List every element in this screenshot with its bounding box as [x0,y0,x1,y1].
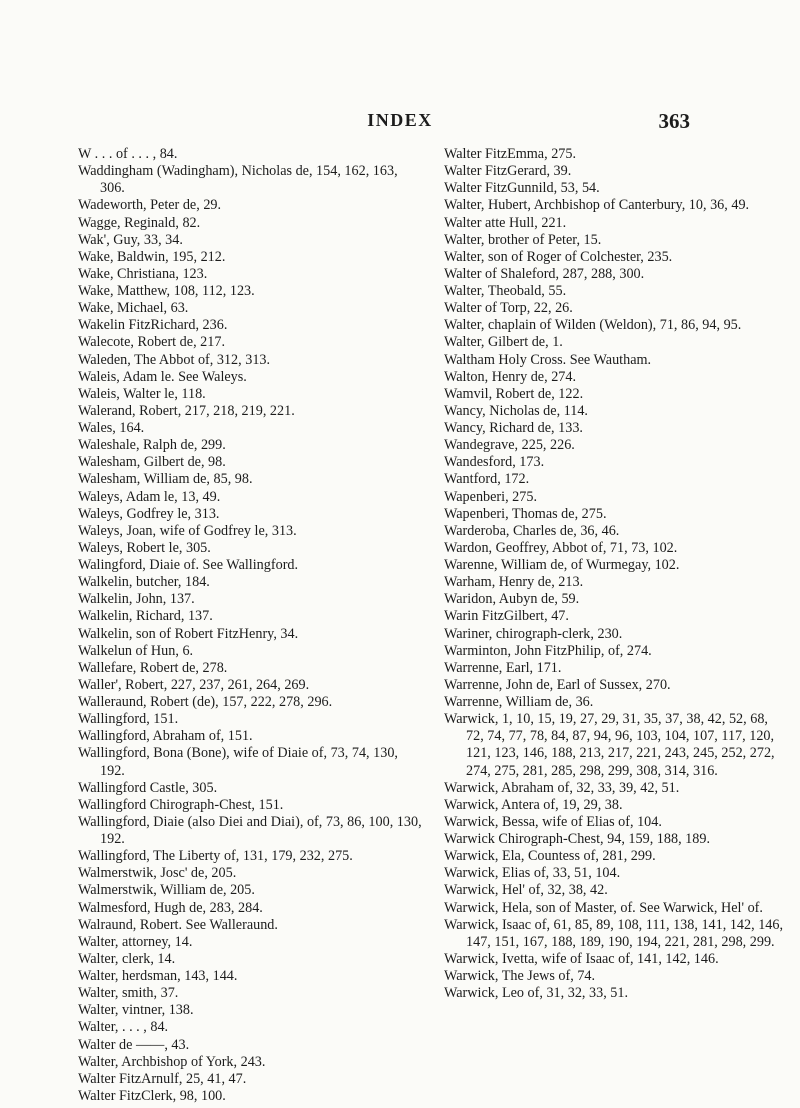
index-entry: Walter of Torp, 22, 26. [444,300,573,317]
index-entry: Wales, 164. [78,420,145,436]
index-entry: Walter, chaplain of Wilden (Weldon), 71, 86, 94, 95. [444,317,742,334]
index-entry: Walter atte Hull, 221. [444,214,567,231]
index-entry: Walter, brother of Peter, 15. [444,231,602,248]
index-entry: Warrenne, John de, Earl of Sussex, 270. [444,676,671,693]
index-entry: Waleshale, Ralph de, 299. [78,437,226,454]
index-entry: Walkelin, Richard, 137. [78,608,213,625]
index-entry: Wallingford Chirograph-Chest, 151. [78,796,284,813]
index-entry: Warwick, Hela, son of Master, of. See Warwick, Hel' of. [444,899,763,916]
index-entry: Walingford, Diaie of. See Wallingford. [78,557,299,573]
index-entry: Wadeworth, Peter de, 29. [78,197,222,214]
index-entry: Warrenne, Earl, 171. [444,659,562,676]
index-entry: Walkelin, son of Robert FitzHenry, 34. [78,625,299,642]
index-entry: Wagge, Reginald, 82. [78,214,201,231]
index-entry: Walter, clerk, 14. [78,950,176,967]
index-entry: Warenne, William de, of Wurmegay, 102. [444,557,680,573]
index-entry: Walter of Shaleford, 287, 288, 300. [444,265,645,282]
index-entry: Walter, vintner, 138. [78,1002,194,1019]
index-entry: Warwick, Ela, Countess of, 281, 299. [444,848,656,865]
page-title: INDEX [367,110,433,130]
index-entry: Walter FitzGunnild, 53, 54. [444,180,600,197]
index-entry: Warwick, Hel' of, 32, 38, 42. [444,882,608,899]
index-entry: Wardon, Geoffrey, Abbot of, 71, 73, 102. [444,539,678,556]
index-entry: Wallingford, Bona (Bone), wife of Diaie of, 73, 74, 130, 192. [78,745,398,779]
index-entry: Walesham, William de, 85, 98. [78,471,253,488]
index-entry: W . . . of . . . , 84. [78,146,178,162]
index-entry: Warwick, Ivetta, wife of Isaac of, 141, 142, 146. [444,950,719,967]
index-entry: Waller', Robert, 227, 237, 261, 264, 269. [78,676,310,693]
index-entry: Warrenne, William de, 36. [444,694,594,710]
index-column-right [444,146,789,1002]
index-entry: Warwick, Leo of, 31, 32, 33, 51. [444,985,629,1002]
index-entry: Waleden, The Abbot of, 312, 313. [78,351,271,368]
index-entry: Walleraund, Robert (de), 157, 222, 278, 296. [78,694,333,710]
index-entry: Waleys, Joan, wife of Godfrey le, 313. [78,522,297,539]
index-entry: Wallefare, Robert de, 278. [78,659,228,676]
index-entry: Wapenberi, Thomas de, 275. [444,505,607,522]
index-entry: Walkelin, butcher, 184. [78,574,210,591]
index-entry: Wallingford, Abraham of, 151. [78,728,253,745]
index-entry: Wandesford, 173. [444,454,545,471]
index-entry: Walesham, Gilbert de, 98. [78,454,226,471]
index-entry: Wapenberi, 275. [444,488,538,505]
index-entry: Warwick, 1, 10, 15, 19, 27, 29, 31, 35, 37, 38, 42, 52, 68, 72, 74, 77, 78, 84, 87, 94, 96, 103, 104, 107, 117, 120, 121, 123, 146, 188, 213, 217, 221, 243, 245, 252, 272, 274, 275, 281, 285, 298, 299, 308, 314, 316. [444,711,775,779]
index-entry: Wamvil, Robert de, 122. [444,385,584,402]
index-entry: Walraund, Robert. See Walleraund. [78,916,278,933]
index-entry: Wallingford, 151. [78,711,179,728]
index-entry: Wake, Baldwin, 195, 212. [78,248,226,265]
index-entry: Warwick Chirograph-Chest, 94, 159, 188, 189. [444,831,711,847]
index-entry: Walmerstwik, Josc' de, 205. [78,865,237,882]
index-entry: Waltham Holy Cross. See Wautham. [444,351,652,368]
index-entry: Walter, Archbishop of York, 243. [78,1053,266,1070]
index-entry: Wakelin FitzRichard, 236. [78,317,228,334]
index-entry: Warderoba, Charles de, 36, 46. [444,522,620,539]
page-header [0,110,800,136]
index-entry: Wantford, 172. [444,471,530,488]
index-entry: Walter, Hubert, Archbishop of Canterbury, 10, 36, 49. [444,197,750,214]
index-entry: Walter, Gilbert de, 1. [444,334,563,351]
index-entry: Waddingham (Wadingham), Nicholas de, 154, 162, 163, 306. [78,163,398,197]
index-entry: Wake, Christiana, 123. [78,265,208,282]
index-entry: Walter FitzGerard, 39. [444,163,572,180]
index-entry: Warwick, Antera of, 19, 29, 38. [444,796,623,813]
index-entry: Waleis, Walter le, 118. [78,385,206,402]
index-entry: Wariner, chirograph-clerk, 230. [444,625,623,642]
index-entry: Wake, Michael, 63. [78,300,189,317]
index-entry: Wallingford, Diaie (also Diei and Diai), of, 73, 86, 100, 130, 192. [78,813,422,847]
index-entry: Walkelin, John, 137. [78,591,195,608]
index-entry: Walmesford, Hugh de, 283, 284. [78,899,263,916]
index-entry: Warminton, John FitzPhilip, of, 274. [444,642,652,659]
index-entry: Waleys, Robert le, 305. [78,539,211,556]
index-entry: Walkelun of Hun, 6. [78,642,194,659]
index-entry: Wak', Guy, 33, 34. [78,231,183,248]
index-entry: Walter, attorney, 14. [78,933,193,950]
index-entry: Warwick, The Jews of, 74. [444,968,596,984]
index-entry: Walter, herdsman, 143, 144. [78,968,238,984]
index-entry: Walter de ——, 43. [78,1036,190,1053]
index-entry: Wallingford, The Liberty of, 131, 179, 232, 275. [78,848,353,865]
index-column-left [78,146,423,1105]
page-number: 363 [658,109,690,133]
index-entry: Walter FitzClerk, 98, 100. [78,1087,226,1104]
index-entry: Warin FitzGilbert, 47. [444,608,569,625]
index-entry: Walmerstwik, William de, 205. [78,882,255,899]
index-entry: Walter FitzArnulf, 25, 41, 47. [78,1070,247,1087]
index-entry: Walter FitzEmma, 275. [444,146,577,162]
index-entry: Wake, Matthew, 108, 112, 123. [78,283,255,299]
index-entry: Wancy, Richard de, 133. [444,420,583,436]
index-entry: Walton, Henry de, 274. [444,368,577,385]
index-entry: Warwick, Elias of, 33, 51, 104. [444,865,621,882]
index-entry: Walter, Theobald, 55. [444,283,567,299]
index-entry: Walter, son of Roger of Colchester, 235. [444,248,673,265]
index-entry: Waridon, Aubyn de, 59. [444,591,580,608]
index-entry: Wallingford Castle, 305. [78,779,218,796]
index-entry: Wandegrave, 225, 226. [444,437,575,454]
index-entry: Wancy, Nicholas de, 114. [444,402,588,419]
index-entry: Warham, Henry de, 213. [444,574,584,591]
index-entry: Waleis, Adam le. See Waleys. [78,368,247,385]
index-entry: Walter, . . . , 84. [78,1019,169,1036]
index-entry: Warwick, Abraham of, 32, 33, 39, 42, 51. [444,779,680,796]
index-entry: Walter, smith, 37. [78,985,179,1002]
index-entry: Waleys, Adam le, 13, 49. [78,488,221,505]
index-entry: Walerand, Robert, 217, 218, 219, 221. [78,402,295,419]
index-entry: Warwick, Bessa, wife of Elias of, 104. [444,813,662,830]
index-entry: Warwick, Isaac of, 61, 85, 89, 108, 111, 138, 141, 142, 146, 147, 151, 167, 188, 189, 190, 194, 221, 281, 298, 299. [444,916,784,950]
index-entry: Walecote, Robert de, 217. [78,334,225,351]
index-entry: Waleys, Godfrey le, 313. [78,505,220,522]
